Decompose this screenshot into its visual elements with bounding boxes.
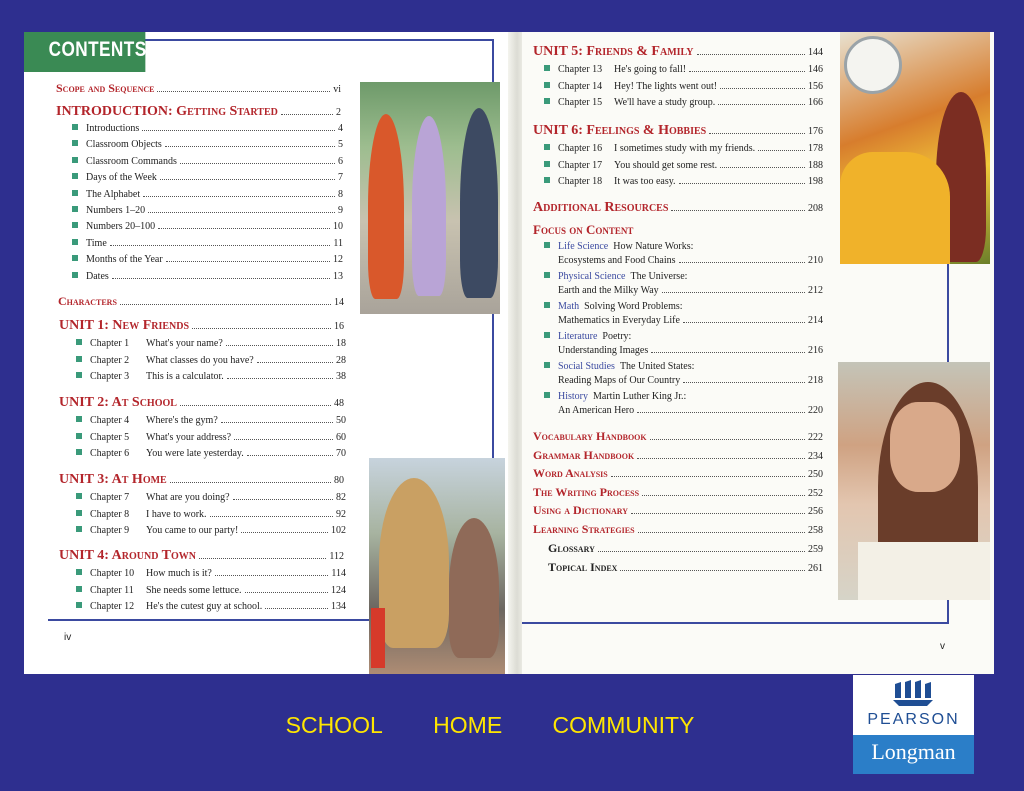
entry-page: 220 <box>808 405 823 416</box>
additional-resources-heading[interactable]: Additional Resources 208 <box>533 200 823 215</box>
focus-title-line2: Ecosystems and Food Chains <box>558 255 676 266</box>
chapter-number: Chapter 11 <box>90 584 134 596</box>
leader-dots <box>180 163 335 164</box>
toc-entry[interactable] <box>76 509 346 520</box>
introduction-heading[interactable]: INTRODUCTION: Getting Started 2 <box>56 104 341 119</box>
leader-dots <box>241 532 328 533</box>
chapter-number: Chapter 13 <box>558 64 603 75</box>
bullet-square-icon <box>72 206 78 212</box>
unit-heading[interactable] <box>59 318 344 334</box>
chapter-number: Chapter 8 <box>90 508 130 520</box>
leader-dots <box>166 261 330 262</box>
unit-heading[interactable] <box>533 123 823 139</box>
heading-page: 48 <box>334 398 344 409</box>
entry-page: 4 <box>338 123 343 134</box>
focus-title-line1: How Nature Works: <box>613 241 694 252</box>
toc-entry[interactable] <box>544 143 823 154</box>
entry-title: What are you doing? <box>146 492 230 503</box>
subject-label: History <box>558 391 588 402</box>
heading-title: Word Analysis <box>533 466 608 481</box>
focus-entry[interactable] <box>544 361 823 372</box>
toc-entry[interactable] <box>76 338 346 349</box>
leader-dots <box>638 532 805 533</box>
bullet-square-icon <box>544 98 550 104</box>
leader-dots <box>247 455 333 456</box>
entry-title: Classroom Objects <box>86 139 162 151</box>
entry-title: You were late yesterday. <box>146 448 244 459</box>
toc-entry[interactable] <box>72 205 343 216</box>
bullet-square-icon <box>544 302 550 308</box>
leader-dots <box>679 262 806 263</box>
heading-page: 144 <box>808 47 823 58</box>
entry-title: I sometimes study with my friends. <box>614 143 756 154</box>
entry-page: 178 <box>808 143 823 154</box>
tagline-banner <box>200 712 780 739</box>
heading-title: Using a Dictionary <box>533 503 629 518</box>
bullet-square-icon <box>72 272 78 278</box>
focus-title-line2: Understanding Images <box>558 345 649 356</box>
entry-title: We'll have a study group. <box>614 97 716 108</box>
entry-page: 11 <box>333 237 343 249</box>
entry-title: Classroom Commands <box>86 155 177 167</box>
entry-page: 60 <box>336 431 346 443</box>
toc-entry[interactable] <box>76 432 346 443</box>
entry-title: I have to work. <box>146 508 207 520</box>
tagline-school: SCHOOL <box>285 712 383 738</box>
heading-title: UNIT 1: New Friends <box>59 318 190 333</box>
pearson-longman-logo <box>853 675 974 774</box>
focus-entry-line2 <box>558 375 823 386</box>
toc-entry[interactable] <box>72 172 343 183</box>
ship-icon <box>891 678 935 708</box>
entry-title: He's the cutest guy at school. <box>146 601 263 612</box>
leader-dots <box>718 104 805 105</box>
toc-entry[interactable] <box>544 176 823 187</box>
entry-page: 218 <box>808 375 823 386</box>
chapter-number: Chapter 7 <box>90 492 130 503</box>
chapter-number: Chapter 1 <box>90 338 130 349</box>
chapter-number: Chapter 10 <box>90 568 135 579</box>
subject-label: Social Studies <box>558 361 615 372</box>
handbook-heading[interactable] <box>533 448 823 463</box>
focus-entry[interactable] <box>544 391 823 402</box>
bullet-square-icon <box>72 239 78 245</box>
heading-page: 112 <box>329 551 344 562</box>
leader-dots <box>611 476 805 477</box>
leader-dots <box>683 322 805 323</box>
leader-dots <box>215 575 329 576</box>
girl-reading-photo <box>838 362 990 600</box>
focus-entry[interactable] <box>544 241 823 252</box>
leader-dots <box>245 592 328 593</box>
girls-laughing-photo <box>369 458 505 674</box>
focus-title-line1: The Universe: <box>630 271 688 282</box>
index-heading[interactable] <box>548 541 823 556</box>
chapter-number: Chapter 17 <box>558 159 603 171</box>
heading-page: 16 <box>334 321 344 332</box>
leader-dots <box>697 54 806 55</box>
bullet-square-icon <box>76 416 82 422</box>
subject-label: Physical Science <box>558 271 626 282</box>
bullet-square-icon <box>76 569 82 575</box>
bullet-square-icon <box>76 356 82 362</box>
toc-entry[interactable] <box>76 568 346 579</box>
toc-entry[interactable] <box>76 355 346 366</box>
heading-title: UNIT 3: At Home <box>59 472 167 487</box>
focus-title-line2: An American Hero <box>558 405 635 416</box>
entry-title: Days of the Week <box>86 172 157 184</box>
entry-title: The Alphabet <box>86 188 141 200</box>
bullet-square-icon <box>72 173 78 179</box>
heading-page: 258 <box>808 525 823 536</box>
toc-entry[interactable] <box>544 64 823 75</box>
toc-entry[interactable] <box>76 585 346 596</box>
entry-title: You came to our party! <box>146 525 239 536</box>
page-number-left: iv <box>64 632 72 643</box>
focus-title-line1: The United States: <box>619 361 695 372</box>
focus-title-line1: Solving Word Problems: <box>584 301 683 312</box>
bullet-square-icon <box>544 177 550 183</box>
heading-page: 234 <box>808 450 823 462</box>
page-number-right: v <box>940 641 945 652</box>
bullet-square-icon <box>544 332 550 338</box>
entry-page: 82 <box>336 492 346 503</box>
entry-title: Where's the gym? <box>146 415 218 426</box>
leader-dots <box>143 196 335 197</box>
focus-entry-line2 <box>558 255 823 266</box>
leader-dots <box>234 439 333 440</box>
heading-page: 222 <box>808 432 823 443</box>
toc-entry[interactable] <box>544 81 823 92</box>
chapter-number: Chapter 12 <box>90 601 135 612</box>
right-page <box>522 32 994 674</box>
chapter-number: Chapter 15 <box>558 97 603 108</box>
leader-dots <box>199 558 326 559</box>
entry-page: 214 <box>808 315 823 326</box>
entry-page: 124 <box>331 584 346 596</box>
leader-dots <box>233 499 333 500</box>
subject-label: Life Science <box>558 241 609 252</box>
entry-page: 28 <box>336 354 346 366</box>
entry-page: 216 <box>808 345 823 356</box>
bullet-square-icon <box>72 222 78 228</box>
bullet-square-icon <box>544 161 550 167</box>
leader-dots <box>265 608 328 609</box>
bullet-square-icon <box>76 586 82 592</box>
leader-dots <box>637 412 805 413</box>
chapter-number: Chapter 9 <box>90 525 130 536</box>
leader-dots <box>679 183 805 184</box>
heading-title: The Writing Process <box>533 484 640 499</box>
leader-dots <box>170 482 331 483</box>
focus-title-line2: Reading Maps of Our Country <box>558 375 681 386</box>
leader-dots <box>192 328 331 329</box>
heading-page: 256 <box>808 506 823 518</box>
entry-title: How much is it? <box>146 568 212 579</box>
entry-page: 92 <box>336 508 346 520</box>
bullet-square-icon <box>76 602 82 608</box>
bullet-square-icon <box>76 526 82 532</box>
leader-dots <box>210 516 333 517</box>
bullet-square-icon <box>544 144 550 150</box>
heading-title: Glossary <box>548 541 595 555</box>
characters-heading[interactable]: Characters 14 <box>58 294 344 308</box>
bullet-square-icon <box>72 157 78 163</box>
focus-title-line2: Mathematics in Everyday Life <box>558 315 680 326</box>
entry-page: 12 <box>333 254 343 266</box>
pearson-wordmark: PEARSON <box>867 711 960 728</box>
unit-heading[interactable] <box>533 44 823 60</box>
leader-dots <box>650 439 805 440</box>
bullet-square-icon <box>76 433 82 439</box>
heading-title: Topical Index <box>548 560 618 574</box>
entry-title: What's your address? <box>146 431 232 443</box>
entry-page: 114 <box>331 568 346 579</box>
handbook-heading[interactable] <box>533 429 823 444</box>
chapter-number: Chapter 18 <box>558 176 603 187</box>
heading-page: 250 <box>808 469 823 481</box>
scope-heading[interactable]: Scope and Sequence vi <box>56 81 341 95</box>
entry-page: 6 <box>338 155 343 167</box>
heading-title: UNIT 2: At School <box>59 395 177 410</box>
leader-dots <box>683 382 805 383</box>
entry-title: What classes do you have? <box>146 354 254 366</box>
leader-dots <box>642 495 805 496</box>
index-heading[interactable] <box>548 560 823 575</box>
heading-title: Learning Strategies <box>533 522 635 536</box>
leader-dots <box>720 88 805 89</box>
leader-dots <box>110 245 331 246</box>
entry-page: 146 <box>808 64 823 75</box>
toc-entry[interactable] <box>72 254 343 265</box>
entry-page: 18 <box>336 338 346 349</box>
toc-entry[interactable] <box>72 221 343 232</box>
leader-dots <box>158 228 330 229</box>
entry-title: This is a calculator. <box>146 371 224 382</box>
toc-entry[interactable] <box>72 238 343 249</box>
toc-entry[interactable] <box>76 601 346 612</box>
bullet-square-icon <box>76 339 82 345</box>
leader-dots <box>112 278 330 279</box>
leader-dots <box>620 570 805 571</box>
bullet-square-icon <box>544 65 550 71</box>
toc-entry[interactable] <box>76 448 346 459</box>
focus-on-content-heading: Focus on Content <box>533 222 634 237</box>
heading-page: 252 <box>808 487 823 499</box>
tagline-home: HOME <box>433 712 503 738</box>
entry-page: 70 <box>336 448 346 459</box>
leader-dots <box>598 551 805 552</box>
entry-page: 212 <box>808 285 823 296</box>
entry-page: 210 <box>808 255 823 266</box>
bullet-square-icon <box>544 242 550 248</box>
leader-dots <box>142 130 335 131</box>
subject-label: Literature <box>558 331 598 342</box>
handbook-heading[interactable] <box>533 503 823 518</box>
entry-title: What's your name? <box>146 338 223 349</box>
leader-dots <box>226 345 333 346</box>
chapter-number: Chapter 4 <box>90 415 130 426</box>
toc-entry[interactable] <box>76 415 346 426</box>
handbook-heading[interactable] <box>533 466 823 481</box>
left-page <box>24 32 520 674</box>
leader-dots <box>227 378 333 379</box>
heading-page: 261 <box>808 563 823 574</box>
handbook-heading[interactable] <box>533 522 823 537</box>
entry-page: 5 <box>338 139 343 151</box>
entry-page: 188 <box>808 159 823 171</box>
focus-title-line1: Poetry: <box>602 331 632 342</box>
leader-dots <box>165 146 335 147</box>
entry-title: Numbers 1–20 <box>86 205 146 216</box>
focus-title-line1: Martin Luther King Jr.: <box>593 391 687 402</box>
entry-page: 10 <box>333 221 343 233</box>
toc-entry[interactable] <box>544 97 823 108</box>
toc-entry[interactable] <box>76 525 346 536</box>
focus-title-line2: Earth and the Milky Way <box>558 285 659 296</box>
heading-title: Grammar Handbook <box>533 447 635 462</box>
unit-heading[interactable] <box>59 472 344 488</box>
toc-entry[interactable] <box>72 139 343 150</box>
market-photo <box>840 32 990 264</box>
bullet-square-icon <box>544 82 550 88</box>
entry-page: 7 <box>338 172 343 184</box>
bullet-square-icon <box>76 493 82 499</box>
leader-dots <box>257 362 333 363</box>
entry-title: Numbers 20–100 <box>86 221 156 233</box>
bullet-square-icon <box>76 372 82 378</box>
focus-entry-line2 <box>558 405 823 416</box>
toc-entry[interactable] <box>544 160 823 171</box>
heading-title: UNIT 4: Around Town <box>59 548 197 563</box>
focus-entry-line2 <box>558 315 823 326</box>
entry-title: Introductions <box>86 123 140 134</box>
focus-entry[interactable] <box>544 271 823 282</box>
bullet-square-icon <box>544 362 550 368</box>
leader-dots <box>221 422 333 423</box>
entry-page: 50 <box>336 415 346 426</box>
leader-dots <box>662 292 805 293</box>
entry-page: 8 <box>338 188 343 200</box>
entry-title: It was too easy. <box>614 176 676 187</box>
entry-page: 156 <box>808 80 823 92</box>
leader-dots <box>637 458 805 459</box>
entry-title: She needs some lettuce. <box>146 584 242 596</box>
leader-dots <box>689 71 805 72</box>
focus-entry[interactable] <box>544 331 823 342</box>
leader-dots <box>148 212 335 213</box>
focus-entry[interactable] <box>544 301 823 312</box>
chapter-number: Chapter 14 <box>558 80 603 92</box>
focus-entry-line2 <box>558 285 823 296</box>
entry-page: 198 <box>808 176 823 187</box>
entry-page: 134 <box>331 601 346 612</box>
bullet-square-icon <box>544 272 550 278</box>
entry-page: 38 <box>336 371 346 382</box>
chapter-number: Chapter 6 <box>90 448 130 459</box>
entry-title: He's going to fall! <box>614 64 687 75</box>
toc-entry[interactable] <box>72 123 343 134</box>
heading-page: 259 <box>808 544 823 555</box>
unit-heading[interactable] <box>59 395 344 411</box>
toc-entry[interactable] <box>76 492 346 503</box>
focus-entry-line2 <box>558 345 823 356</box>
handbook-heading[interactable] <box>533 485 823 500</box>
chapter-number: Chapter 3 <box>90 371 130 382</box>
students-walking-photo <box>360 82 500 314</box>
leader-dots <box>720 167 805 168</box>
subject-label: Math <box>558 301 580 312</box>
entry-page: 9 <box>338 205 343 216</box>
leader-dots <box>758 150 805 151</box>
chapter-number: Chapter 5 <box>90 431 130 443</box>
tagline-community: COMMUNITY <box>552 712 695 738</box>
leader-dots <box>709 133 805 134</box>
leader-dots <box>631 513 805 514</box>
contents-tab: CONTENTS <box>24 32 145 72</box>
entry-title: Time <box>86 237 107 249</box>
leader-dots <box>160 179 335 180</box>
heading-page: 176 <box>808 126 823 137</box>
heading-title: UNIT 6: Feelings & Hobbies <box>533 123 707 138</box>
entry-title: You should get some rest. <box>614 159 718 171</box>
toc-entry[interactable] <box>72 156 343 167</box>
bullet-square-icon <box>72 190 78 196</box>
entry-page: 102 <box>331 525 346 536</box>
toc-entry[interactable] <box>72 189 343 200</box>
bullet-square-icon <box>72 124 78 130</box>
entry-title: Hey! The lights went out! <box>614 80 718 92</box>
toc-entry[interactable] <box>72 271 343 282</box>
entry-page: 166 <box>808 97 823 108</box>
chapter-number: Chapter 2 <box>90 354 130 366</box>
toc-entry[interactable] <box>76 371 346 382</box>
heading-title: UNIT 5: Friends & Family <box>533 44 694 59</box>
bullet-square-icon <box>72 140 78 146</box>
entry-page: 13 <box>333 270 343 282</box>
chapter-number: Chapter 16 <box>558 143 603 154</box>
entry-title: Months of the Year <box>86 254 163 266</box>
longman-wordmark: Longman <box>871 739 956 764</box>
bullet-square-icon <box>76 449 82 455</box>
heading-page: 80 <box>334 475 344 486</box>
bullet-square-icon <box>76 510 82 516</box>
leader-dots <box>180 405 331 406</box>
entry-title: Dates <box>86 270 109 282</box>
heading-title: Vocabulary Handbook <box>533 429 647 443</box>
unit-heading[interactable] <box>59 548 344 564</box>
leader-dots <box>651 352 805 353</box>
bullet-square-icon <box>544 392 550 398</box>
bullet-square-icon <box>72 255 78 261</box>
